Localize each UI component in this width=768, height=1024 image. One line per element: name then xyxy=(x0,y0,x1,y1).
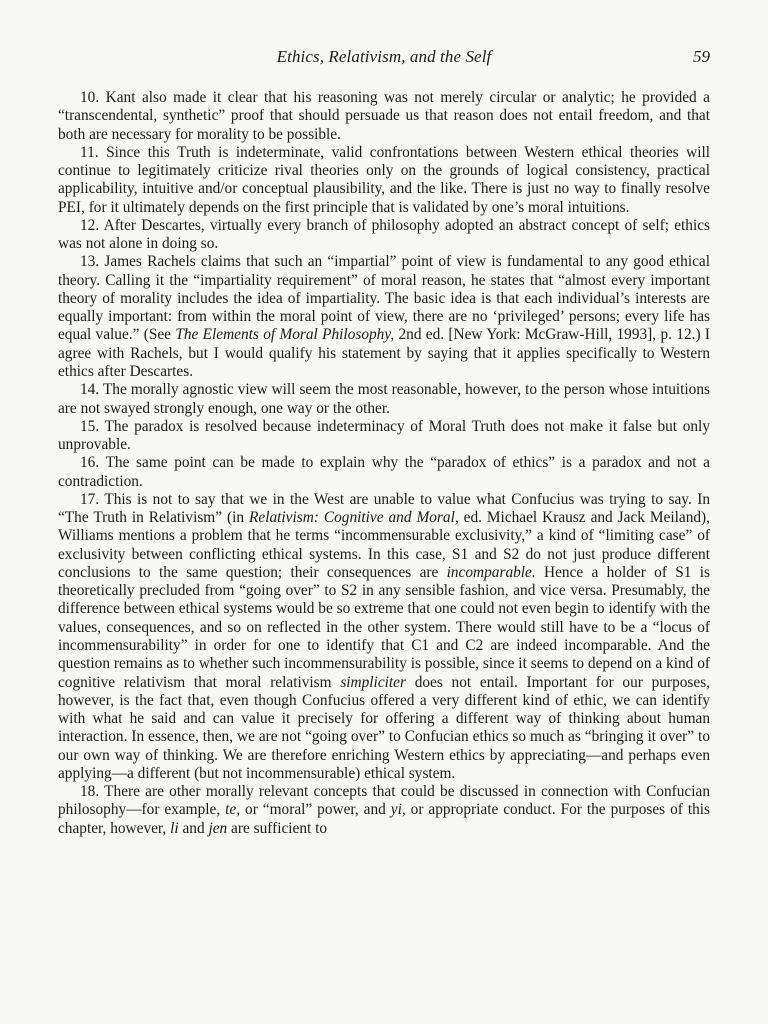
book-page xyxy=(58,42,710,838)
running-title: Ethics, Relativism, and the Self xyxy=(276,47,492,66)
note-text: and xyxy=(178,819,209,837)
endnote-16 xyxy=(58,454,710,491)
endnote-10 xyxy=(58,89,710,144)
note-text: does not entail. Important for our purposes, however, is the fact that, even though Confucius offered a very different kind of ethic, we can identify with what he said and can value it precisely for offering a different way of thinking about human interaction. In essence, then, we are not “going over” to Confucian ethics so much as “bringing it over” to our own way of thinking. We are therefore enriching Western ethics by appreciating—and perhaps even applying—a different (but not incommensurable) ethical system. xyxy=(58,673,710,782)
note-number: 10. xyxy=(80,89,100,106)
endnote-11 xyxy=(58,144,710,217)
term-yi: yi, xyxy=(390,801,406,819)
note-text: The same point can be made to explain why the “paradox of ethics” is a paradox and not a contradiction. xyxy=(58,454,710,490)
note-number: 13. xyxy=(80,253,100,271)
note-text: The morally agnostic view will seem the most reasonable, however, to the person whose intuitions are not swayed strongly enough, one way or the other. xyxy=(58,381,710,417)
note-number: 17. xyxy=(80,490,100,508)
note-text: ed. Michael Krausz and Jack Meiland), Williams mentions a problem that he terms “incommensurable exclusivity,” a kind of “limiting case” of exclusivity between conflicting ethical systems. In this case, S1 and S2 do not just produce different conclusions to the same question; their consequences are xyxy=(58,509,710,581)
note-text: Hence a holder of S1 is theoretically precluded from “going over” to S2 in any sensible fashion, and vice versa. Presumably, the difference between ethical systems would be so extreme that one could not even begin to identify with the values, consequences, and so on reflected in the other system. There would still have to be a “locus of incommensurability” in order for one to identify that C1 and C2 are indeed incomparable. And the question remains as to whether such incommensurability is possible, since it seems to depend on a kind of cognitive relativism that moral relativism xyxy=(58,563,710,691)
note-number: 16. xyxy=(80,454,100,472)
note-number: 15. xyxy=(80,417,100,435)
note-text: or appropriate conduct. For the purposes of this chapter, however, xyxy=(58,801,710,837)
note-text: James Rachels claims that such an “impartial” point of view is fundamental to any good ethical theory. Calling it the “impartiality requirement” of moral reason, he states that “almost every important theory of morality includes the idea of impartiality. The basic idea is that each individual’s interests are equally important: from within the moral point of view, there are no ‘privileged’ persons; every life has equal value.” (See xyxy=(58,253,710,344)
note-text: Since this Truth is indeterminate, valid confrontations between Western ethical theories will continue to legitimately criticize rival theories only on the grounds of logical consistency, practical applicability, intuitive and/or conceptual plausibility, and the like. There is just no way to finally resolve PEI, for it ultimately depends on the first principle that is validated by one’s moral intuitions. xyxy=(58,143,710,216)
endnote-14 xyxy=(58,381,710,418)
term-jen: jen xyxy=(208,819,228,837)
note-text: The paradox is resolved because indeterminacy of Moral Truth does not make it false but only unprovable. xyxy=(58,417,710,454)
book-title: The Elements of Moral Philosophy, xyxy=(175,326,395,344)
emphasis: simpliciter xyxy=(340,673,406,691)
term-li: li xyxy=(170,819,179,837)
emphasis: incomparable. xyxy=(446,563,536,581)
book-title: Relativism: Cognitive and Moral, xyxy=(249,509,459,527)
term-te: te, xyxy=(225,801,241,819)
note-text: Kant also made it clear that his reasoning was not merely circular or analytic; he provided a “transcendental, synthetic” proof that should persuade us that reason does not entail freedom, and that both are necessary for morality to be possible. xyxy=(58,89,710,143)
note-number: 18. xyxy=(80,783,100,801)
note-number: 12. xyxy=(80,216,100,234)
endnote-12 xyxy=(58,217,710,254)
running-header xyxy=(58,42,710,72)
note-text: 2nd ed. [New York: McGraw-Hill, 1993], p. 12.) I agree with Rachels, but I would qualify his statement by saying that it applies specifically to Western ethics after Descartes. xyxy=(58,326,710,380)
endnote-15 xyxy=(58,418,710,455)
note-text: This is not to say that we in the West are unable to value what Confucius was trying to say. In “The Truth in Relativism” (in xyxy=(58,490,710,527)
note-text: After Descartes, virtually every branch of philosophy adopted an abstract concept of self; ethics was not alone in doing so. xyxy=(58,216,710,253)
note-text: are sufficient to xyxy=(227,819,328,837)
note-text: There are other morally relevant concepts that could be discussed in connection with Confucian philosophy—for example, xyxy=(58,783,710,819)
endnote-18 xyxy=(58,783,710,838)
endnote-13 xyxy=(58,253,710,381)
endnotes xyxy=(58,89,710,838)
note-number: 14. xyxy=(80,381,100,399)
endnote-17 xyxy=(58,491,710,783)
page-number: 59 xyxy=(693,47,710,66)
note-number: 11. xyxy=(80,143,99,161)
note-text: or “moral” power, and xyxy=(240,801,391,819)
